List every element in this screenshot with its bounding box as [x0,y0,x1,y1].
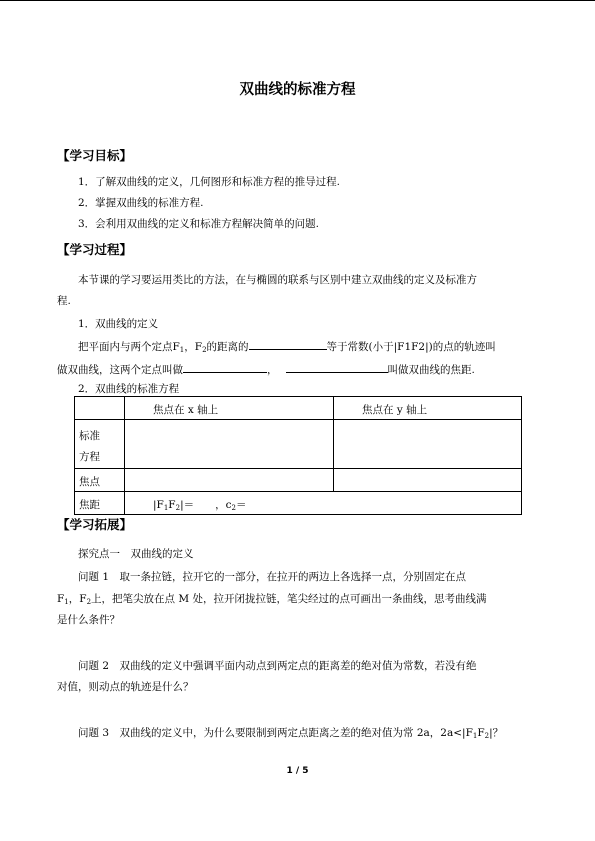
focal-text-d: ＝ [235,499,247,511]
q1-text-c: 上，把笔尖放在点 M 处，拉开闭拢拉链，笔尖经过的点可画出一条曲线，思考曲线满 [91,593,487,605]
goal-item-3: 3．会利用双曲线的定义和标准方程解决简单的问题. [78,218,320,230]
row-label-focal-distance: 焦距 [75,492,125,515]
intro-line-2: 程. [57,295,71,307]
table-header-row [75,397,522,420]
q1-text-b: ，F [68,593,87,605]
fill-blank-focal-distance[interactable] [286,361,388,373]
focal-text-c: |＝ ，c [180,499,232,511]
focal-sub-2: 2 [175,504,181,512]
q3-text-a: 问题 3 双曲线的定义中，为什么要限制到两定点距离之差的绝对值为常 2a，2a<|F [78,727,473,739]
def-text-b: ，F [184,341,203,353]
def-sub-1: 1 [179,346,185,354]
table-row-focal-distance [75,492,522,515]
standard-equation-table [74,396,522,515]
focal-sub-3: 2 [231,504,236,512]
intro-line-1: 本节课的学习要运用类比的方法，在与椭圆的联系与区别中建立双曲线的定义及标准方 [78,274,477,286]
def-text-a: 把平面内与两个定点F [78,341,180,353]
top-border-line [0,0,595,1]
header-focus-y: 焦点在 y 轴上 [334,397,522,420]
q1-sub-1: 1 [64,598,69,606]
q3-sub-1: 1 [472,732,478,740]
row-label-equation-2: 方程 [79,451,100,463]
def-text-c: 的距离的 [206,341,249,353]
def2-text-c: 叫做双曲线的焦距. [387,364,475,376]
focal-text-b: F [168,499,176,511]
cell-foci-y[interactable] [334,469,522,492]
focal-text-a: |F [153,499,164,511]
cell-focal-distance [125,492,522,515]
header-focus-x: 焦点在 x 轴上 [125,397,334,420]
def-text-d: 等于常数(小于|F1F2|)的点的轨迹叫 [326,341,496,353]
definition-line-1 [78,338,496,354]
section-heading-goals: 【学习目标】 [57,148,133,163]
def-sub-2: 2 [202,346,207,354]
subheading-standard-equation: 2．双曲线的标准方程 [78,383,180,395]
goal-item-1: 1．了解双曲线的定义，几何图形和标准方程的推导过程. [78,176,341,188]
row-label-foci: 焦点 [75,469,125,492]
fill-blank-distance[interactable] [249,338,327,350]
focal-sub-1: 1 [163,504,169,512]
page-title: 双曲线的标准方程 [239,82,356,98]
table-row-equation [75,420,522,469]
cell-equation-y[interactable] [334,420,522,469]
def2-text-a: 做双曲线，这两个定点叫做 [57,364,183,376]
cell-equation-x[interactable] [125,420,334,469]
subheading-definition: 1．双曲线的定义 [78,318,159,330]
explore-point-1: 探究点一 双曲线的定义 [78,548,194,560]
question-3-line-1 [78,726,503,740]
definition-line-2 [57,361,475,377]
question-1-line-1: 问题 1 取一条拉链，拉开它的一部分，在拉开的两边上各选择一点，分别固定在点 [78,571,467,583]
fill-blank-foci[interactable] [183,361,267,373]
section-heading-extension: 【学习拓展】 [57,517,133,532]
q1-sub-2: 2 [86,598,92,606]
q3-text-c: |？ [489,727,504,739]
row-label-equation-1: 标准 [79,430,100,442]
goal-item-2: 2．掌握双曲线的标准方程. [78,197,204,209]
q3-sub-2: 2 [484,732,490,740]
question-1-line-3: 是什么条件？ [57,614,120,626]
question-2-line-2: 对值，则动点的轨迹是什么？ [57,681,194,693]
section-heading-process: 【学习过程】 [57,242,133,257]
q1-text-a: F [57,593,65,605]
question-2-line-1: 问题 2 双曲线的定义中强调平面内动点到两定点的距离差的绝对值为常数，若没有绝 [78,660,477,672]
cell-foci-x[interactable] [125,469,334,492]
row-label-equation [75,420,125,469]
table-row-foci [75,469,522,492]
table-corner-cell [75,397,125,420]
def2-text-b: ， [267,364,278,376]
page-number: 1 / 5 [286,766,309,776]
question-1-line-2 [57,592,486,606]
q3-text-b: F [477,727,485,739]
